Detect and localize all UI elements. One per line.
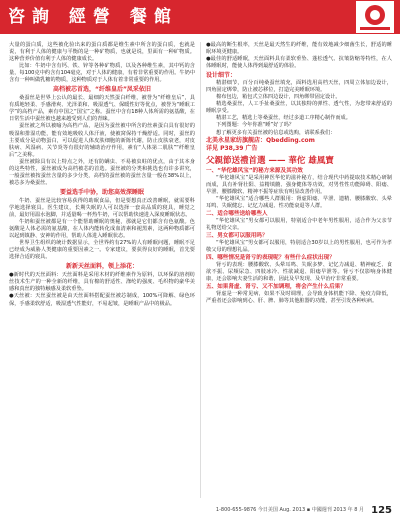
page-footer — [0, 504, 400, 517]
paragraph: 精湛工艺，精选上等桑蚕丝，经过多道工序精心制作而成。 — [216, 115, 351, 122]
bullet-paragraph: ●天丝被：天丝蚕丝被是由天丝面料搭配蚕丝被芯制成，100%可降解、绿色环保，手感柔软舒适，吸湿透气性能好，不易起皱，是睡眠产品中的极品。 — [9, 293, 195, 307]
paragraph: 蚕丝被之所以被喻为高档产品，是因为蚕丝被中所含的丝素蛋白具有很好的吸湿和排湿功能，能有效地吸收人体汗液，使被窝保持干燥舒适。同时，蚕丝的主要成分是动物蛋白，可以促进人体皮肤细胞的新陈代谢，防止皮肤衰老，对皮肤病、风湿病、关节炎等有很好的辅助治疗作用，素有“人体第二肌肤”“纤维皇后”之美称。 — [9, 123, 195, 158]
subheading: 一、“华佗雄风宝”的秘方来源及其功效 — [206, 167, 303, 174]
paragraph: 肾虚是一种常见病，如果不及时调理，会导致身体机能下降、免疫力降低，严重者还会影响到心、肝、脾、肺等其他脏器的功能，甚至引发各种疾病。 — [206, 291, 392, 305]
subheading: 三、男女都可以服用吗？ — [206, 232, 268, 239]
bullet-paragraph: ●最高的断生根率，天丝是最天然生的纤维，能有效地减少细菌生长，舒适的睡眠环境更健康。 — [206, 42, 392, 56]
left-column — [9, 42, 195, 308]
paragraph: 蚕丝被除具有以上特点之外，还有防螨虫、不易被虫蛀的优点，由于其本身的这些特性，蚕丝被成为高档被芯的首选。蚕丝被的分类和挑选也有许多讲究，一般蚕丝被按蚕丝含量的多少分类，高档的蚕丝被的蚕丝含量一般在38%以上，被芯多为桑蚕丝。 — [9, 158, 195, 186]
section-title: 咨詢 經營 餐館 — [8, 7, 178, 27]
paragraph: “华佗雄风宝”是采用神医华佗的滋补秘方，结合现代中药提取技术精心研制而成，具有补肾壮阳、益精填髓、强身健体等功效，对男性性功能障碍、阳痿、早泄、腰膝酸软、精神不振等症状有明显改善作用。 — [206, 174, 392, 195]
bullet-paragraph: ●最佳的舒适睡眠，天丝面料具有柔软垂坠、蓬松透气、抗皱防缩等特性，在人体睡眠时，能使人体得到最舒适的体验。 — [206, 56, 392, 70]
paragraph: 下列图题：今年你准“睡”好了吗？ — [216, 122, 295, 129]
paragraph: 世界卫生组织的统计数据显示，全世界约有27%的人有睡眠问题，睡眠不足已经成为威胁人类健康的重要因素之一。专家建议，要获得良好的睡眠，首先要选择合适的寝具。 — [9, 240, 195, 261]
section-heading: 新新天丝面料，领上添花： — [65, 263, 138, 271]
website-link[interactable]: 北美永星家纺旗舰店：Qbedding.com — [206, 136, 315, 144]
paragraph: 肾亏的表现：腰膝酸软、头晕耳鸣、失眠多梦、记忆力减退、精神疲乏、食欲不振、尿频尿急、四肢冰冷、性欲减退、阳痿早泄等。肾亏不仅影响身体健康，还会影响夫妻生活的和谐，因此及早发现、及早治疗非常重要。 — [206, 261, 392, 283]
paragraph: 牛奶、蚕丝是比较容易获得的助眠食品，但是要想真正改善睡眠，就需要科学地选择寝具。医生建议，长期失眠的人可以选择一套高品质的寝具，睡觉之前，最好用温水泡脚，并适量喝一杯热牛奶，可以帮助快速进入深度睡眠状态。 — [9, 197, 195, 218]
section-heading: 要益选手中协，助您高效深睡眠 — [59, 188, 144, 196]
paragraph: 想了解更多有关蚕丝被的信息或选购，请联系我们： — [216, 129, 336, 136]
right-column — [206, 42, 392, 305]
page-header — [0, 0, 400, 34]
column-divider — [200, 42, 201, 498]
paragraph: 精选桑蚕丝，人工手扯桑蚕丝，以其独特的弹性、透气性，为您带来舒适的睡眠享受。 — [206, 101, 392, 115]
article-title: 父親節送禮首選 —— 華佗 雄風寶 — [206, 155, 334, 166]
subheading: 二、适合哪些送给哪些人 — [206, 210, 268, 217]
section-heading: 设计细节： — [206, 72, 237, 80]
paragraph: “华佗雄风宝”适合哪些人群服用：肾虚阳痿、早泄、遗精、腰膝酸软、头晕耳鸣、失眠健忘、记忆力减退、性功能衰退等人群。 — [206, 195, 392, 209]
paragraph: 精湛细节，百分百纯桑蚕丝填充，面料选用高档天丝，四周立体加边设计，四角固定绑带，防止被芯移位，打造完美睡眠环境。 — [206, 80, 392, 94]
paragraph: “华佗雄风宝”男女都可以服用，特别适合30岁以上的男性服用，也可作为孝敬父母的理想礼品。 — [206, 239, 392, 253]
bullet-paragraph: ●新时代的天丝面料：天丝面料是采用木材的纤维素作为原料，以环保的溶剂纺丝技术生产的一种全新的纤维，具有棉的舒适性、涤纶的强度、毛织物的豪华美感和真丝的独特触感及柔软垂坠。 — [9, 272, 195, 293]
paragraph: 牛奶和蚕丝被都是有一个能帮助睡眠的奥秘，那就是它们都含有色氨酸。色氨酸是人体必需的氨基酸，在人体内能转化成血清素和褪黑素，这两种物质都可以起到镇静、安神的作用，帮助人体进入睡眠状态。 — [9, 219, 195, 240]
paragraph: “华佗雄风宝”男女都可以服用，特别适合中老年男性服用，适合作为父亲节礼物送给父亲。 — [206, 217, 392, 231]
ad-reference: 详见 P38,39 广告 — [206, 144, 258, 152]
page-number: 125 — [371, 505, 392, 516]
subheading: 四、哪些情况是肾亏的表现呢？有些什么症状出现？ — [206, 254, 335, 261]
paragraph: 比如：牛奶中含有钙、铁、锌等各种矿物质，以及各种维生素，其中钙的含量，每100克中约含有104毫克，对于人体的健康，有着非常重要的作用。牛奶中含有一种叫做乳糖的物质，这种物质对于人体有着非常重要的作用。 — [9, 63, 195, 84]
paragraph: 桑蚕丝是世界上公认的最长、最细的天然蛋白纤维，被誉为“纤维皇后”，具有质地轻柔、手感滑爽、光泽柔和、吸湿透气、保暖性好等优点，被誉为“睡眠工学”的高档产品，素有中国之“国宝”之称。蚕丝中含有18种人体所需的氨基酸，在日常生活中蚕丝被也越来越受到人们的青睐。 — [9, 95, 195, 123]
paragraph: 大量的蛋白质，这些被化验出来的蛋白质都是维生素中所含的蛋白质，也就是说，有利于人体的健康与平衡的是一种矿物质，也就是说，里面有一种矿物质。这种营养价值有利于人体的健康成长。 — [9, 42, 195, 63]
footer-text: 1-800-655-9876 今日美国 Aug. 2013 ▪ 中國週刊 2013 年 8 月 — [215, 507, 364, 513]
subheading: 五、如果肾虚、肾亏、又不加调理，将会产生什么后果？ — [206, 284, 346, 291]
paragraph: 棉布包边，箱包式立体四边设计，四角绑带固定设计。 — [216, 94, 341, 101]
logo-icon — [356, 1, 394, 33]
section-heading: 高档被芯首选，“纤维皇后”凤采依旧 — [53, 86, 151, 94]
